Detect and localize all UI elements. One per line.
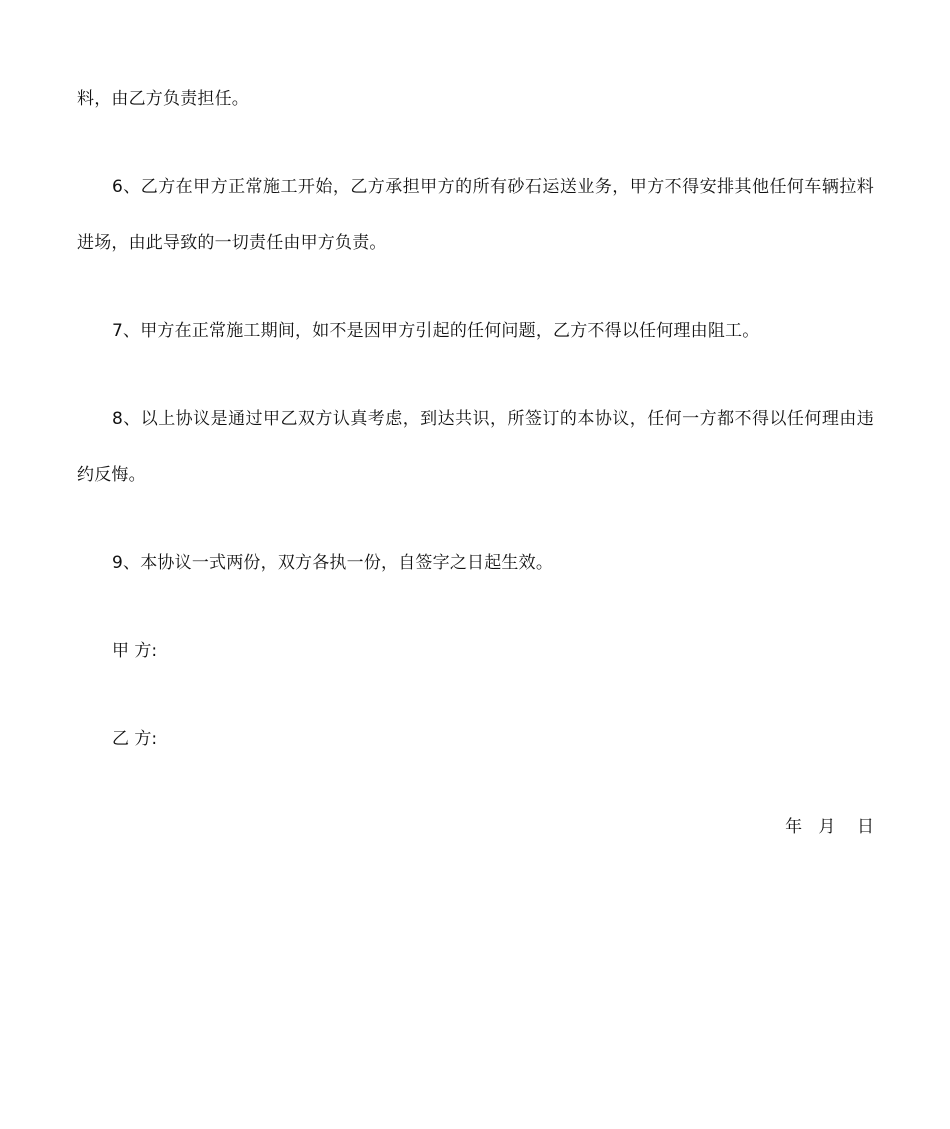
date-text: 年 月 日 (785, 817, 874, 837)
paragraph-7: 7、甲方在正常施工期间，如不是因甲方引起的任何问题，乙方不得以任何理由阻工。 (112, 321, 760, 341)
date-line (77, 799, 874, 855)
document-body (77, 71, 874, 855)
paragraph-9: 9、本协议一式两份，双方各执一份，自签字之日起生效。 (112, 553, 554, 573)
party-b-signature-label: 乙 方: (112, 729, 158, 749)
paragraph-6: 6、乙方在甲方正常施工开始，乙方承担甲方的所有砂石运送业务，甲方不得安排其他任何车辆拉料进场，由此导致的一切责任由甲方负责。 (77, 177, 874, 253)
paragraph-8: 8、以上协议是通过甲乙双方认真考虑，到达共识，所签订的本协议，任何一方都不得以任何理由违约反悔。 (77, 409, 874, 485)
paragraph-5-continuation: 料，由乙方负责担任。 (77, 89, 249, 109)
party-a-signature-label: 甲 方: (112, 641, 158, 661)
